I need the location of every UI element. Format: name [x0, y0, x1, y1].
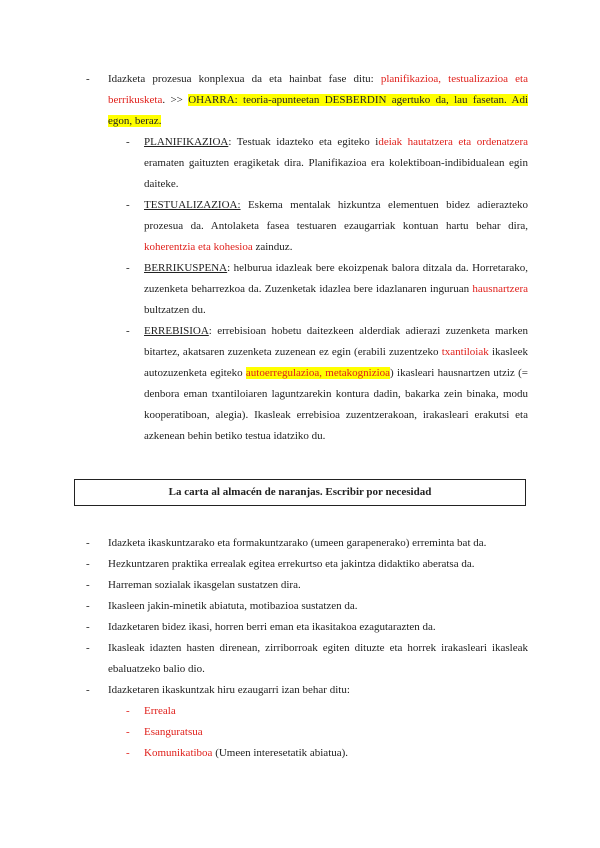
list-item: - Idazketaren bidez ikasi, horren berri eman eta ikasitakoa ezagutarazten da.	[86, 621, 436, 633]
list-item: - Ikasleak idazten hasten direnean, zirriborroak egiten dituzte eta horrek irakasleari ikasleak ebaluatzeko balio dio.	[86, 642, 528, 675]
intro-text: Idazketa prozesua konplexua da eta hainbat fase ditu: planifikazioa, testualizazioa eta berrikusketa. >> OHARRA: teoria-apunteetan DESBERDIN agertuko da, lau fasetan. Adi egon, beraz.	[108, 73, 528, 127]
note-highlight: OHARRA: teoria-apunteetan DESBERDIN agertuko da, lau fasetan. Adi egon, beraz.	[108, 94, 528, 127]
intro-item	[86, 69, 528, 132]
phase-errebisioa: - ERREBISIOA: errebisioan hobetu daitezkeen alderdiak adierazi zuzenketa marken bitartez, akatsaren zuzenketa zuzenean ez egin (erabili zuzentzeko txantiloiak ikasleek autozuzenketa egiteko autoerregulazioa, metakognizioa) ikasleari hausnartzen utziz (= denbora eman txantiloiaren laguntzarekin kontura dadin, bakarka zein binaka, modu kooperatiboan, alegia). Ikasleak errebisioa zuzentzerakoan, irakasleari erakutsi eta azkenean behin betiko testua idatziko du.	[126, 321, 528, 447]
phase-planifikazioa: - PLANIFIKAZIOA: Testuak idazteko eta egiteko ideiak hautatzera eta ordenatzera eramaten gaituzten eragiketak dira. Planifikazioa era kolektiboan-indibidualean egin daiteke.	[126, 132, 528, 195]
list-item: - Hezkuntzaren praktika errealak egitea errekurtso eta jakintza didaktiko aberatsa da.	[86, 558, 475, 570]
section-title-box: La carta al almacén de naranjas. Escribir por necesidad	[74, 479, 526, 506]
bullet-dash: -	[126, 262, 130, 274]
phase-term: BERRIKUSPENA	[144, 262, 228, 274]
list-item: - Harreman sozialak ikasgelan sustatzen dira.	[86, 579, 301, 591]
list-item: - Ikasleen jakin-minetik abiatuta, motibazioa sustatzen da.	[86, 600, 358, 612]
bullet-dash: -	[86, 73, 90, 85]
phases-list-red: planifikazioa, testualizazioa eta berrikusketa	[108, 73, 528, 106]
phase-term: TESTUALIZAZIOA:	[144, 199, 241, 211]
bullet-dash: -	[126, 199, 130, 211]
feature-item: - Erreala	[126, 705, 176, 717]
bullet-dash: -	[126, 136, 130, 148]
list-item: - Idazketaren ikaskuntzak hiru ezaugarri izan behar ditu:	[86, 684, 350, 696]
phase-term: ERREBISIOA	[144, 325, 209, 337]
feature-item: - Esanguratsua	[126, 726, 203, 738]
list-item: - Idazketa ikaskuntzarako eta formakuntzarako (umeen garapenerako) erreminta bat da.	[86, 537, 487, 549]
phase-term: PLANIFIKAZIOA	[144, 136, 229, 148]
phase-berrikuspena: - BERRIKUSPENA: helburua idazleak bere ekoizpenak balora ditzala da. Horretarako, zuzenketa beharrezkoa da. Zuzenketak idazlea bere idazlanaren inguruan hausnartzera bultzatzen du.	[126, 258, 528, 321]
phase-testualizazioa: - TESTUALIZAZIOA: Eskema mentalak hizkuntza elementuen bidez adierazteko prozesua da. Antolaketa fasea testuaren ezaugarriak kontuan hartu behar dira, koherentzia eta kohesioa zainduz.	[126, 195, 528, 258]
feature-item: - Komunikatiboa (Umeen interesetatik abiatua).	[126, 747, 349, 759]
bullet-dash: -	[126, 325, 130, 337]
